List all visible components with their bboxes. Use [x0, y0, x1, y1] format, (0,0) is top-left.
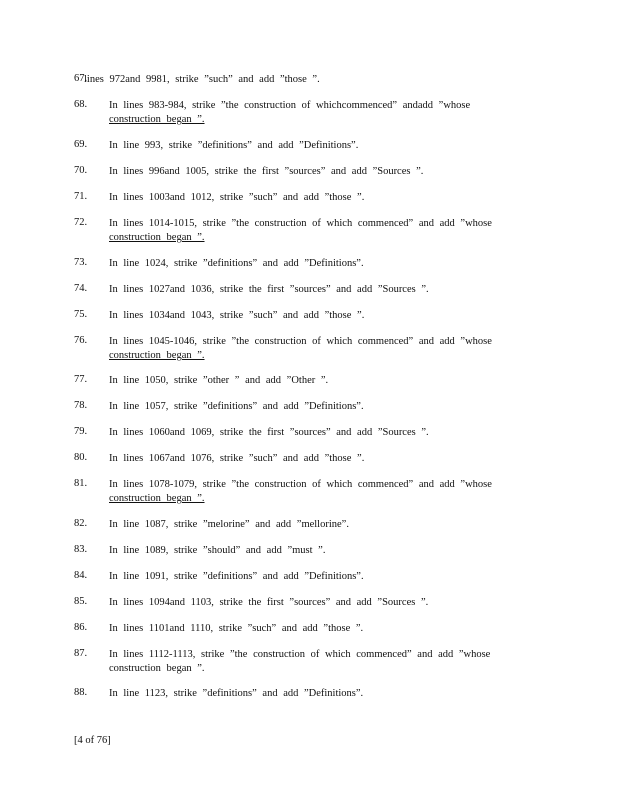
amendment-continuation: construction began ”.: [109, 114, 205, 125]
amendment-continuation: construction began ”.: [109, 350, 205, 361]
amendment-number: 80.: [74, 452, 88, 463]
amendment-number: 79.: [74, 426, 88, 437]
amendment-number: 76.: [74, 335, 88, 346]
amendment-text: [109, 99, 534, 127]
amendment-number: 82.: [74, 518, 88, 529]
amendment-text: In line 1050, strike ”other ” and add ”Other ”.: [109, 375, 329, 386]
amendment-text: In line 1089, strike ”should” and add ”must ”.: [109, 545, 326, 556]
amendment-number: 85.: [74, 596, 88, 607]
amendment-text: In lines 1034and 1043, strike ”such” and add ”those ”.: [109, 310, 365, 321]
amendment-text: In lines 1101and 1110, strike ”such” and add ”those ”.: [109, 623, 364, 634]
amendment-number: 74.: [74, 283, 88, 294]
amendment-text: In line 993, strike ”definitions” and add ”Definitions”.: [109, 140, 359, 151]
amendment-text: In line 1057, strike ”definitions” and add ”Definitions”.: [109, 401, 364, 412]
amendment-text: In line 1123, strike ”definitions” and add ”Definitions”.: [109, 688, 364, 699]
amendment-number: 81.: [74, 478, 88, 489]
amendment-number: 78.: [74, 400, 88, 411]
amendment-text: In lines 996and 1005, strike the first ”sources” and add ”Sources ”.: [109, 166, 424, 177]
amendment-text: In lines 1027and 1036, strike the first ”sources” and add ”Sources ”.: [109, 284, 429, 295]
amendment-line: In lines 1112-1113, strike ”the construction of which commenced” and add ”whose: [109, 649, 491, 660]
amendment-number: 83.: [74, 544, 88, 555]
amendment-text: lines 972and 9981, strike ”such” and add ”those ”.: [84, 74, 320, 85]
amendment-line: In lines 1078-1079, strike ”the construction of which commenced” and add ”whose: [109, 479, 492, 490]
amendment-line: In lines 1014-1015, strike ”the construction of which commenced” and add ”whose: [109, 218, 492, 229]
amendment-text: In lines 1060and 1069, strike the first ”sources” and add ”Sources ”.: [109, 427, 429, 438]
page-number: [4 of 76]: [74, 735, 111, 746]
amendment-number: 77.: [74, 374, 88, 385]
amendment-continuation: construction began ”.: [109, 493, 205, 504]
amendment-number: 69.: [74, 139, 88, 150]
amendment-number: 72.: [74, 217, 88, 228]
amendment-text: In lines 1003and 1012, strike ”such” and add ”those ”.: [109, 192, 365, 203]
amendment-line: In lines 1045-1046, strike ”the construction of which commenced” and add ”whose: [109, 336, 492, 347]
amendment-text: In lines 1067and 1076, strike ”such” and add ”those ”.: [109, 453, 365, 464]
amendment-text: In line 1091, strike ”definitions” and add ”Definitions”.: [109, 571, 364, 582]
amendment-text: [109, 478, 534, 506]
amendment-text: In line 1024, strike ”definitions” and add ”Definitions”.: [109, 258, 364, 269]
amendment-number: 70.: [74, 165, 88, 176]
amendment-number: 86.: [74, 622, 88, 633]
amendment-number: 73.: [74, 257, 88, 268]
amendment-number: 71.: [74, 191, 88, 202]
amendment-number: 75.: [74, 309, 88, 320]
amendment-number: 88.: [74, 687, 88, 698]
amendment-text: In line 1087, strike ”melorine” and add ”mellorine”.: [109, 519, 349, 530]
amendment-number: 67.: [74, 73, 88, 84]
amendment-text: [109, 648, 534, 676]
amendment-text: [109, 217, 534, 245]
amendment-line: In lines 983-984, strike ”the construction of whichcommenced” andadd ”whose: [109, 100, 471, 111]
amendment-text: In lines 1094and 1103, strike the first ”sources” and add ”Sources ”.: [109, 597, 429, 608]
amendment-continuation: construction began ”.: [109, 663, 205, 674]
amendment-text: [109, 335, 534, 363]
amendment-continuation: construction began ”.: [109, 232, 205, 243]
amendment-number: 68.: [74, 99, 88, 110]
amendment-number: 84.: [74, 570, 88, 581]
amendment-number: 87.: [74, 648, 88, 659]
